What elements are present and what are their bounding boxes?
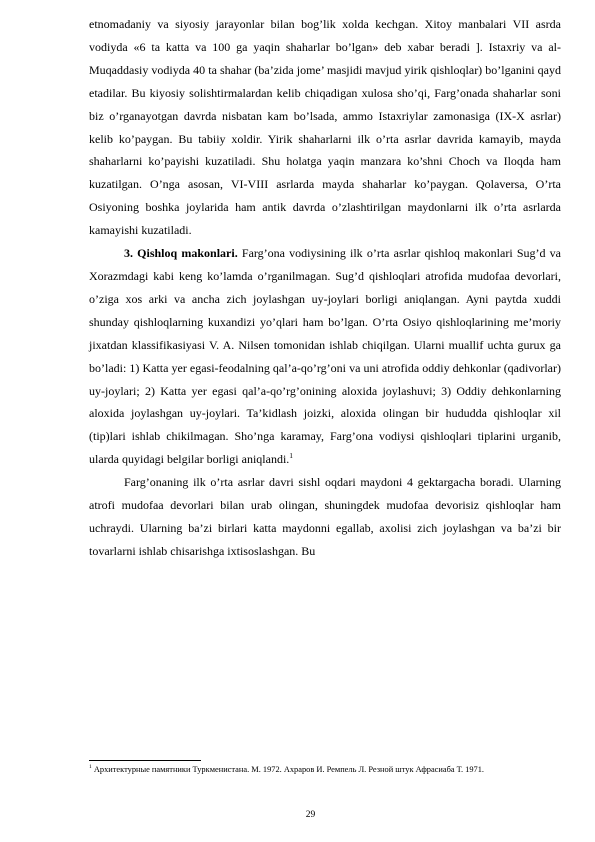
section-heading: 3. Qishloq makonlari. (124, 246, 238, 261)
footnote-marker: 1 (89, 764, 92, 771)
footnote (89, 764, 561, 776)
paragraph-3: Farg’onaning ilk o’rta asrlar davri sishl oqdari maydoni 4 gektargacha boradi. Ularning atrofi mudofaa devorlari bilan urab olingan, shuningdek mudofaa devorisiz qishloqlar ham uchraydi. Ularning ba’zi birlari katta maydonni egallab, axolisi zich joylashgan va ba’zi bir tovarlarni ishlab chisarishga ixtisoslashgan. Bu (89, 475, 561, 558)
footnote-text: Архитектурные памятники Туркменистана. М. 1972. Ахраров И. Ремпель Л. Резной штук Афрасиаба Т. 1971. (91, 765, 484, 774)
footnote-separator (89, 760, 201, 761)
paragraph-2 (89, 242, 561, 471)
paragraph-2-body: Farg’ona vodiysining ilk o’rta asrlar qishloq makonlari Sug’d va Xorazmdagi kabi keng ko’lamda o’rganilmagan. Sug’d qishloqlari atrofida mudofaa devorlari, o’ziga xos arki va ancha zich joylashgan uy-joylari borligi aniqlangan. Ayni paytda xuddi shunday qishloqlarning kuxandizi yo’qlari ham bo’lgan. O’rta Osiyo qishloqlarining me’moriy jixatdan klassifikasiyasi V. A. Nilsen tomonidan ishlab chiqilgan. Ularni muallif uchta gurux ga bo’ladi: 1) Katta yer egasi-feodalning qal’a-qo’rg’oni va uni atrofida oddiy dehkonlar (qadivorlar) uy-joylari; 2) Katta yer egasi qal’a-qo’rg’onining aloxida joylashuvi; 3) Oddiy dehkonlarning aloxida joylashgan uy-joylari. Ta’kidlash joizki, aloxida olingan bir hududda qishloqlar xil (tip)lari ishlab chikilmagan. Sho’nga karamay, Farg’ona vodiysi qishloqlari tiplarini urganib, ularda quyidagi belgilar borligi aniqlandi. (89, 246, 562, 467)
page-number: 29 (305, 810, 316, 820)
footnote-reference[interactable]: 1 (289, 451, 294, 461)
paragraph-1: etnomadaniy va siyosiy jarayonlar bilan bog’lik xolda kechgan. Xitoy manbalari VII asrda vodiyda «6 ta katta va 100 ga yaqin shaharlar bo’lgan» deb xabar beradi ]. Istaxriy va al-Muqaddasiy vodiyda 40 ta shahar (ba’zida jome’ masjidi mavjud yirik qishloqlar) bo’lganini qayd etadilar. Bu kiyosiy solishtirmalardan kelib chiqadigan xulosa sho’qi, Farg’onada shaharlar soni biz o’rganayotgan davrda nisbatan kam bo’lsada, ammo Istaxriylar zamonasiga (IX-X asrlar) kelib ko’paygan. Bu tabiiy xoldir. Yirik shaharlarni ilk o’rta asrlar davrida kamayib, mayda shaharlarni ko’payishi kuzatiladi. Shu holatga yaqin manzara ko’shni Choch va Iloqda ham kuzatilgan. O’nga asosan, VI-VIII asrlarda mayda shaharlar ko’paygan. Qolaversa, O’rta Osiyoning boshka joylarida ham antik davrda o’zlashtirilgan maydonlarni ilk o’rta asrlarda kamayishi kuzatiladi. (89, 17, 561, 238)
